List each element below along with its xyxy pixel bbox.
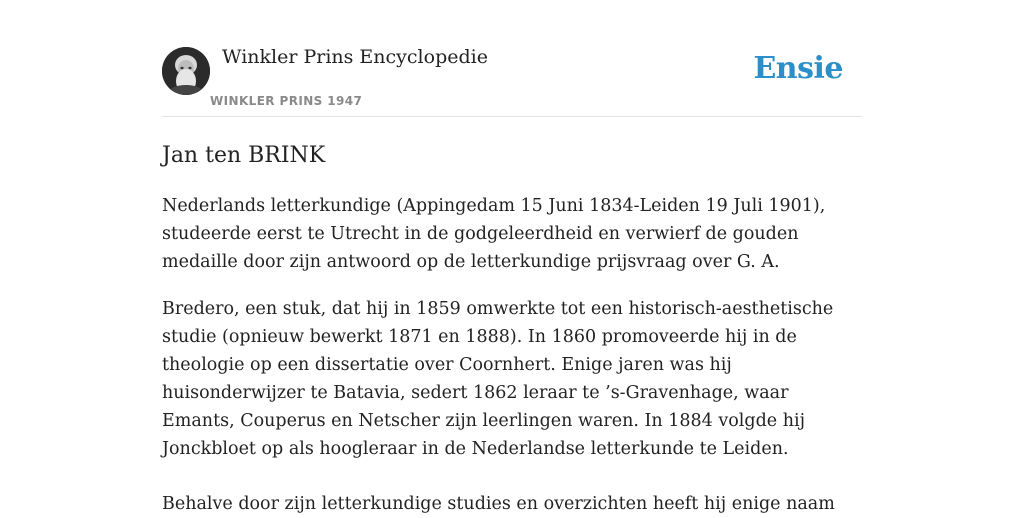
article-paragraph: Behalve door zijn letterkundige studies en overzichten heeft hij enige naam — [162, 494, 835, 514]
article-title: Jan ten BRINK — [162, 143, 326, 168]
article-paragraph: Nederlands letterkundige (Appingedam 15 Juni 1834-Leiden 19 Juli 1901), studeerde eerst te Utrecht in de godgeleerdheid en verwierf de gouden medaille door zijn antwoord op de letterkundige prijsvraag over G. A. — [162, 196, 826, 272]
publication-header — [162, 0, 862, 117]
publication-name[interactable]: Winkler Prins Encyclopedie — [222, 46, 488, 68]
page-container — [162, 0, 862, 518]
edition-label: WINKLER PRINS 1947 — [210, 94, 363, 108]
portrait-avatar-icon[interactable] — [162, 47, 210, 95]
ensie-logo[interactable]: Ensie — [753, 51, 843, 86]
article-paragraph: Bredero, een stuk, dat hij in 1859 omwerkte tot een historisch-aesthetische studie (opnieuw bewerkt 1871 en 1888). In 1860 promoveerde hij in de theologie op een dissertatie over Coornhert. Enige jaren was hij huisonderwijzer te Batavia, sedert 1862 leraar te ’s-Gravenhage, waar Emants, Couperus en Netscher zijn leerlingen waren. In 1884 volgde hij Jonckbloet op als hoogleraar in de Nederlandse letterkunde te Leiden. — [162, 299, 834, 459]
